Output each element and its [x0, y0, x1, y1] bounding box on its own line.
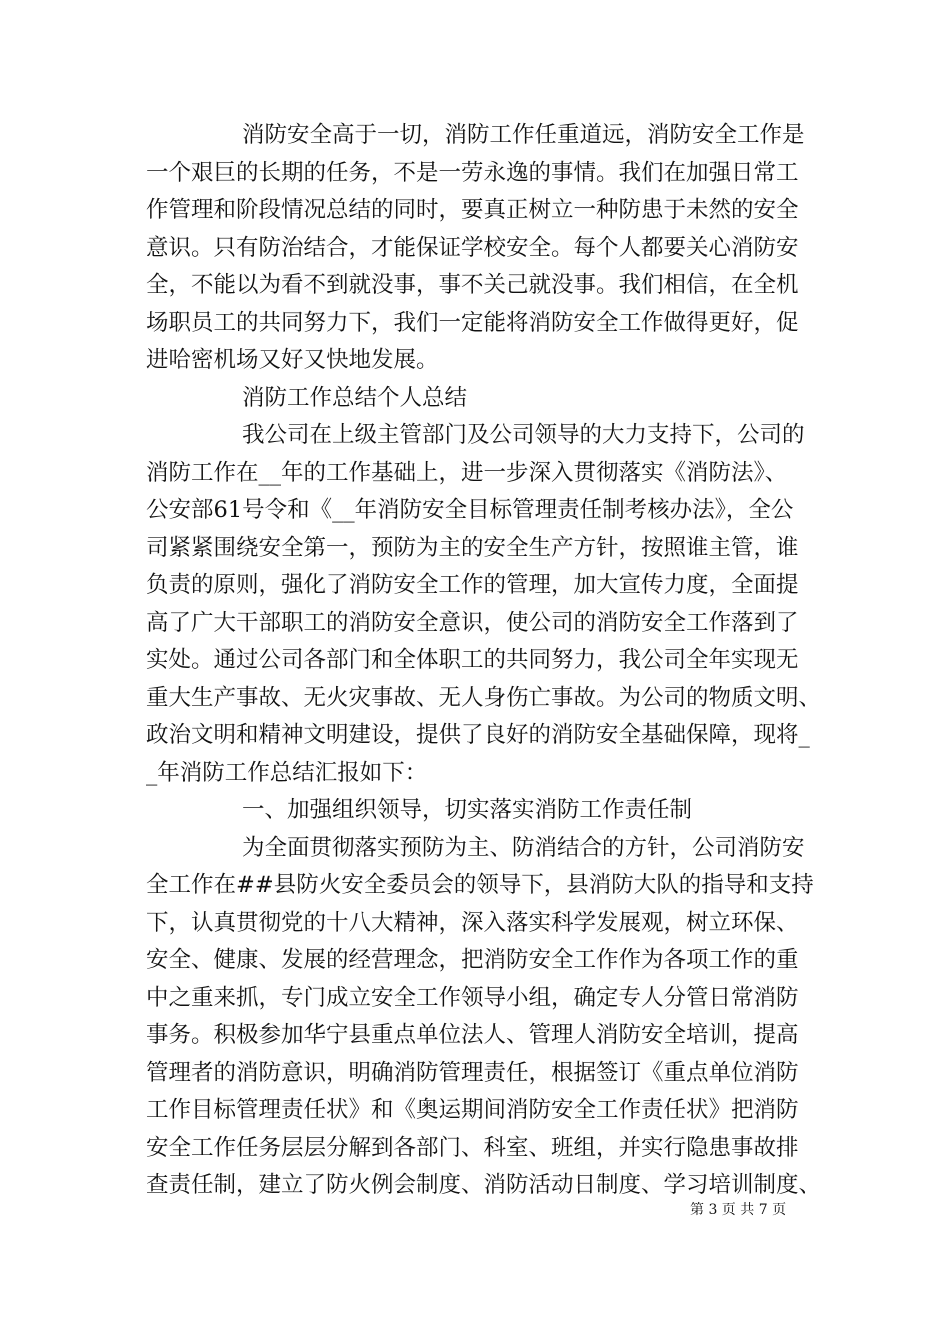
- text-line: 事务。积极参加华宁县重点单位法人、管理人消防安全培训，提高: [146, 1022, 799, 1048]
- section-heading: [146, 380, 810, 418]
- subsection-heading: [146, 792, 810, 830]
- text-line: 全，不能以为看不到就没事，事不关己就没事。我们相信，在全机: [146, 272, 799, 298]
- heading-text: 消防工作总结个人总结: [242, 384, 468, 411]
- paragraph-closing-summary: [146, 117, 810, 380]
- document-body: [146, 117, 822, 1205]
- text-line: 政治文明和精神文明建设，提供了良好的消防安全基础保障，现将_: [146, 722, 810, 748]
- page-footer: [690, 1200, 830, 1220]
- heading-text: 一、加强组织领导，切实落实消防工作责任制: [242, 797, 693, 823]
- text-line: 作管理和阶段情况总结的同时，要真正树立一种防患于未然的安全: [146, 197, 799, 223]
- text-line: 公安部61号令和《__年消防安全目标管理责任制考核办法》，全公: [146, 497, 794, 523]
- text-line: 为全面贯彻落实预防为主、防消结合的方针，公司消防安: [242, 834, 805, 861]
- text-line: 下，认真贯彻党的十八大精神，深入落实科学发展观，树立环保、: [146, 909, 799, 936]
- text-line: 安全工作任务层层分解到各部门、科室、班组，并实行隐患事故排: [146, 1134, 799, 1161]
- text-line: 管理者的消防意识，明确消防管理责任，根据签订《重点单位消防: [146, 1059, 799, 1086]
- text-line: 实处。通过公司各部门和全体职工的共同努力，我公司全年实现无: [146, 647, 799, 673]
- text-line: 我公司在上级主管部门及公司领导的大力支持下，公司的: [242, 422, 805, 448]
- text-line: _年消防工作总结汇报如下：: [146, 759, 428, 786]
- paragraph-leadership: [146, 830, 822, 1205]
- text-line: 高了广大干部职工的消防安全意识，使公司的消防安全工作落到了: [146, 609, 799, 636]
- text-line: 司紧紧围绕安全第一，预防为主的安全生产方针，按照谁主管，谁: [146, 534, 799, 561]
- paragraph-intro: [146, 417, 822, 792]
- text-line: 一个艰巨的长期的任务，不是一劳永逸的事情。我们在加强日常工: [146, 159, 799, 186]
- text-line: 意识。只有防治结合，才能保证学校安全。每个人都要关心消防安: [146, 234, 799, 261]
- text-line: 工作目标管理责任状》和《奥运期间消防安全工作责任状》把消防: [146, 1097, 799, 1123]
- text-line: 安全、健康、发展的经营理念，把消防安全工作作为各项工作的重: [146, 947, 799, 973]
- page-number: 第 3 页 共 7 页: [690, 1202, 787, 1218]
- text-line: 消防安全高于一切，消防工作任重道远，消防安全工作是: [242, 122, 805, 148]
- text-line: 重大生产事故、无火灾事故、无人身伤亡事故。为公司的物质文明、: [146, 684, 822, 711]
- text-line: 场职员工的共同努力下，我们一定能将消防安全工作做得更好，促: [146, 309, 799, 336]
- text-line: 负责的原则，强化了消防安全工作的管理，加大宣传力度，全面提: [146, 572, 799, 598]
- text-line: 中之重来抓，专门成立安全工作领导小组，确定专人分管日常消防: [146, 984, 799, 1011]
- text-line: 查责任制，建立了防火例会制度、消防活动日制度、学习培训制度、: [146, 1172, 822, 1198]
- text-line: 进哈密机场又好又快地发展。: [146, 347, 439, 373]
- text-line: 消防工作在__年的工作基础上，进一步深入贯彻落实《消防法》、: [146, 459, 788, 486]
- text-line: 全工作在##县防火安全委员会的领导下，县消防大队的指导和支持: [146, 872, 814, 898]
